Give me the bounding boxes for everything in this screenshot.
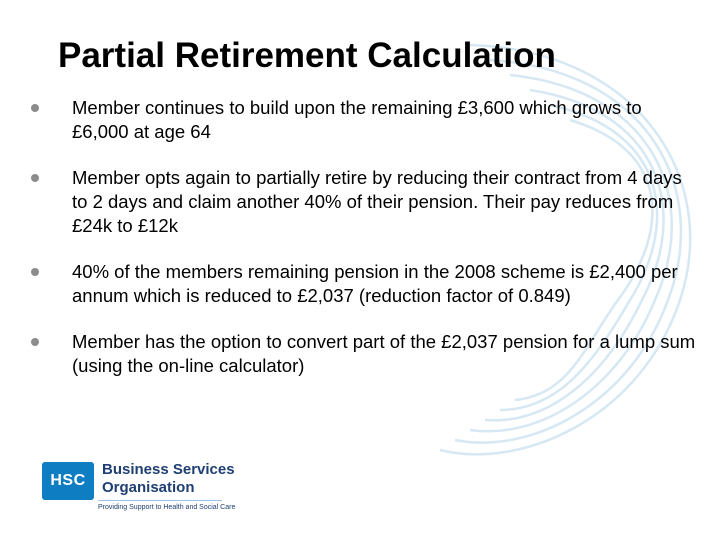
bullet-text: Member has the option to convert part of the £2,037 pension for a lump sum (using the on-line calculator) bbox=[72, 331, 696, 376]
hsc-logo-mark bbox=[42, 462, 94, 500]
logo-org-line-1: Business Services bbox=[102, 461, 235, 478]
bullet-dot-icon bbox=[31, 268, 39, 276]
bso-logo bbox=[42, 459, 236, 515]
bullet-item bbox=[30, 166, 692, 238]
bullet-dot-icon bbox=[31, 104, 39, 112]
bullet-dot-icon bbox=[31, 174, 39, 182]
logo-org-line-2: Organisation bbox=[102, 479, 195, 496]
bullet-item bbox=[30, 96, 702, 144]
bullet-list bbox=[30, 96, 710, 400]
bullet-text: Member continues to build upon the remaining £3,600 which grows to £6,000 at age 64 bbox=[72, 97, 642, 142]
logo-tagline: Providing Support to Health and Social Care bbox=[98, 504, 236, 511]
logo-divider bbox=[98, 500, 222, 501]
slide-title: Partial Retirement Calculation bbox=[58, 36, 556, 75]
bullet-item bbox=[30, 330, 712, 378]
bullet-text: Member opts again to partially retire by reducing their contract from 4 days to 2 days and claim another 40% of their pension. Their pay reduces from £24k to £12k bbox=[72, 167, 682, 236]
bullet-item bbox=[30, 260, 702, 308]
bullet-dot-icon bbox=[31, 338, 39, 346]
bullet-text: 40% of the members remaining pension in the 2008 scheme is £2,400 per annum which is reduced to £2,037 (reduction factor of 0.849) bbox=[72, 261, 678, 306]
hsc-logo-text: HSC bbox=[50, 472, 86, 489]
